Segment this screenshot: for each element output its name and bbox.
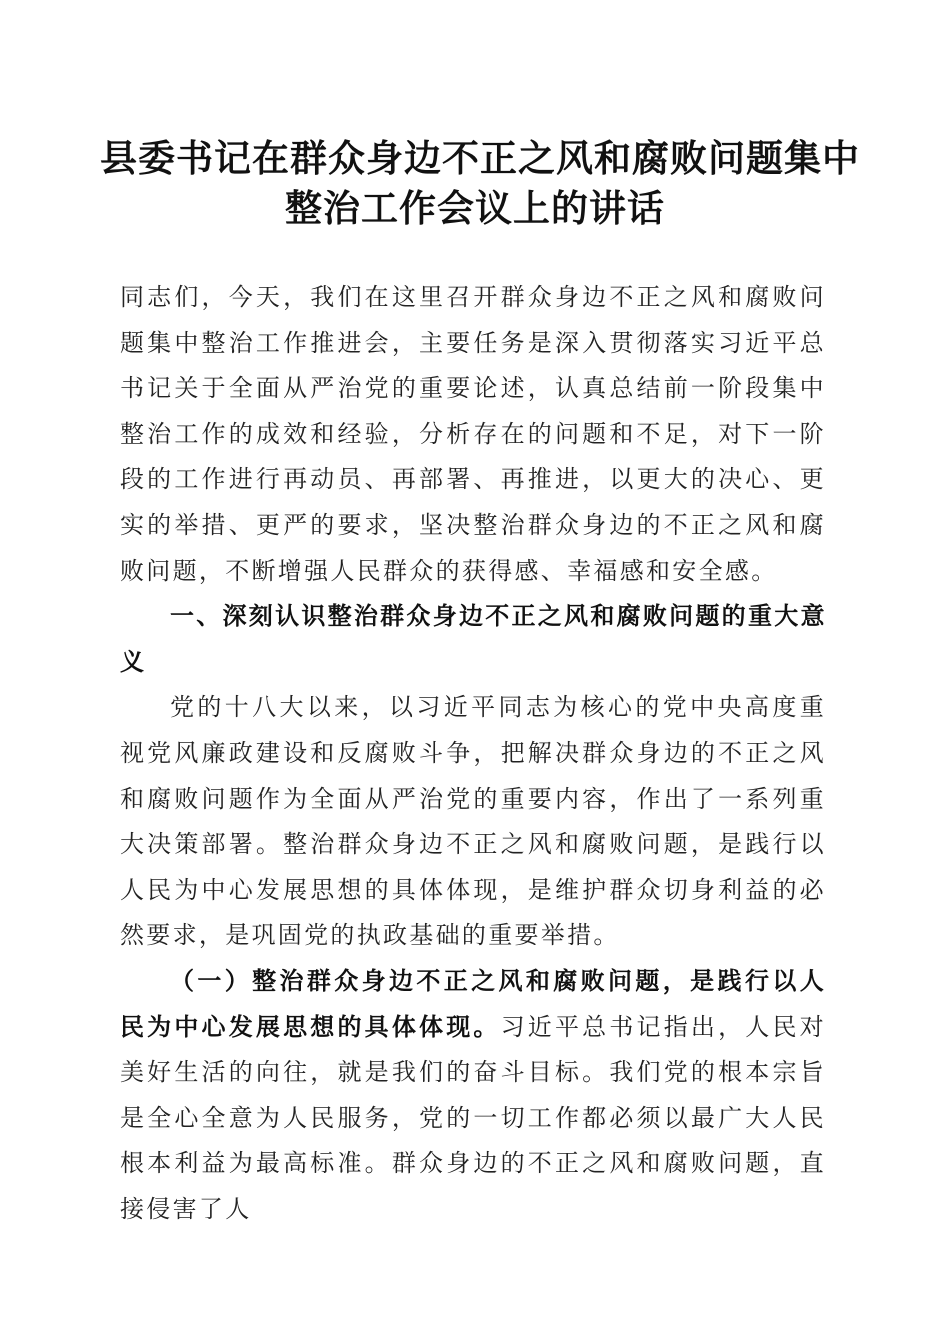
subsection-1-heading: （一）整治群众身边不正之风和腐败问题，是践行以人民为中心发展思想的具体体现。: [120, 966, 826, 1041]
intro-paragraph: 同志们，今天，我们在这里召开群众身边不正之风和腐败问题集中整治工作推进会，主要任务是深入贯彻落实习近平总书记关于全面从严治党的重要论述，认真总结前一阶段集中整治工作的成效和经验，分析存在的问题和不足，对下一阶段的工作进行再动员、再部署、再推进，以更大的决心、更实的举措、更严的要求，坚决整治群众身边的不正之风和腐败问题，不断增强人民群众的获得感、幸福感和安全感。: [120, 283, 826, 585]
subsection-1-paragraph: [120, 959, 826, 1233]
title-line-2: 整治工作会议上的讲话: [285, 186, 665, 230]
section-1-paragraph: 党的十八大以来，以习近平同志为核心的党中央高度重视党风廉政建设和反腐败斗争，把解决群众身边的不正之风和腐败问题作为全面从严治党的重要内容，作出了一系列重大决策部署。整治群众身边不正之风和腐败问题，是践行以人民为中心发展思想的具体体现，是维护群众切身利益的必然要求，是巩固党的执政基础的重要举措。: [120, 693, 826, 950]
title-line-1: 县委书记在群众身边不正之风和腐败问题集中: [100, 136, 860, 180]
section-1-heading: 一、深刻认识整治群众身边不正之风和腐败问题的重大意义: [120, 602, 826, 676]
document-title: [100, 133, 860, 233]
subsection-1-text: 习近平总书记指出，人民对美好生活的向往，就是我们的奋斗目标。我们党的根本宗旨是全心全意为人民服务，党的一切工作都必须以最广大人民根本利益为最高标准。群众身边的不正之风和腐败问题，直接侵害了人: [120, 1012, 826, 1223]
document-body: [120, 275, 826, 1232]
